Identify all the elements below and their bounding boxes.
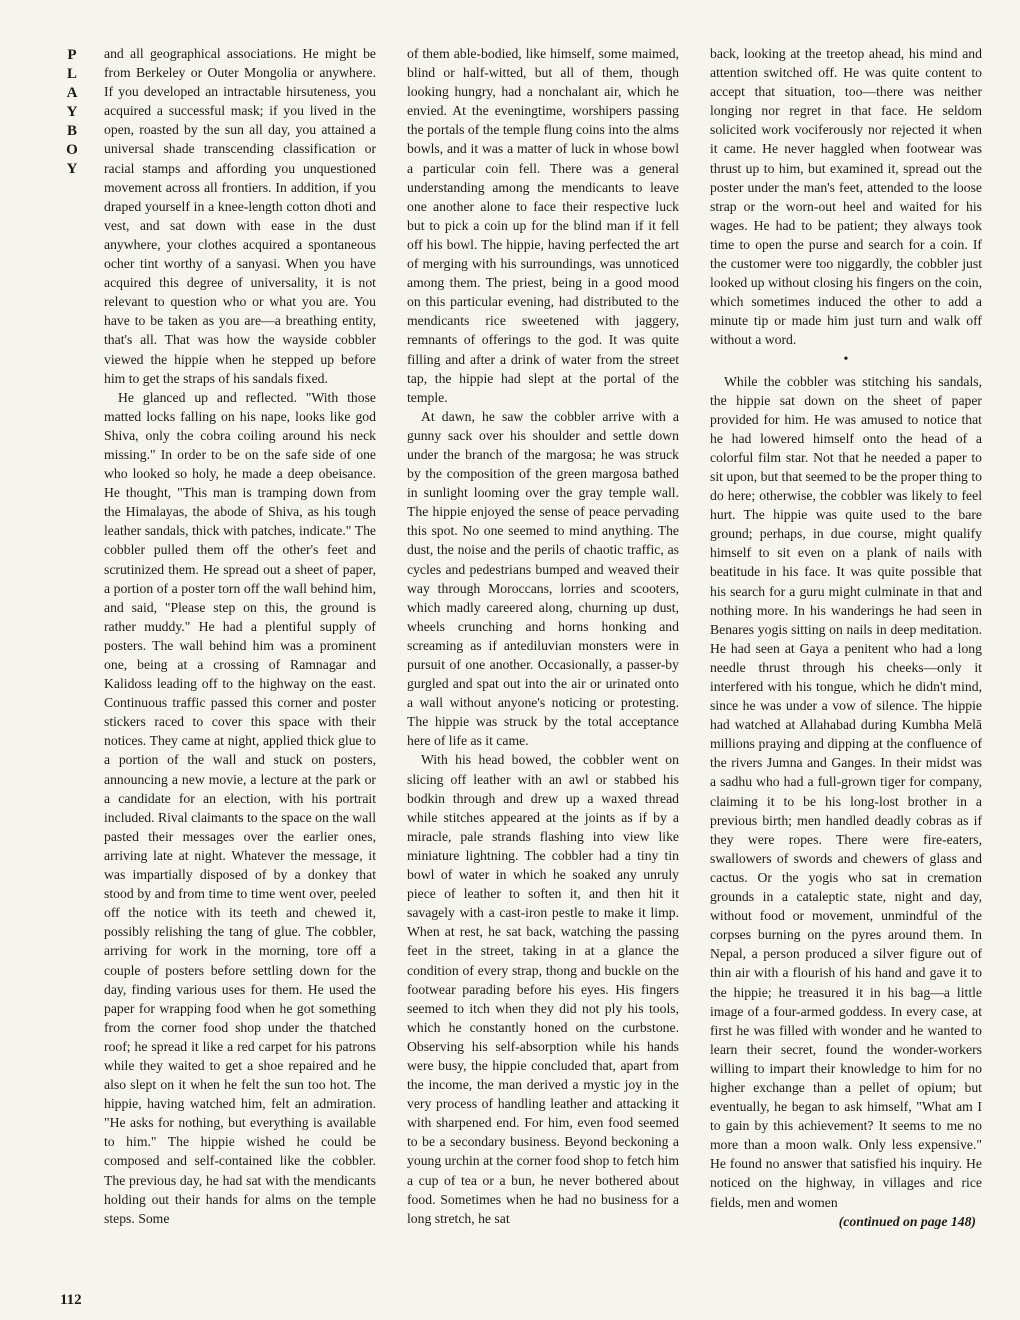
masthead-letter: P bbox=[67, 47, 77, 63]
continued-note: (continued on page 148) bbox=[838, 1213, 976, 1229]
column-3 bbox=[710, 44, 982, 1296]
section-break-dot: • bbox=[843, 351, 849, 367]
paragraph: of them able-bodied, like himself, some maimed, blind or half-witted, but all of them, though looking hungry, had a nonchalant air, which he envied. At the eveningtime, worshipers passing the portals of the temple flung coins into the alms bowls, and it was a matter of luck in whose bowl a particular coin fell. There was a general understanding among the mendicants to leave one another alone to face their respective luck but to pick a coin up for the blind man if it fell off his bowl. The hippie, having perfected the art of merging with his surroundings, was unnoticed among them. The priest, being in a good mood on this particular evening, had distributed to the mendicants rice sweetened with jaggery, remnants of offerings to the god. It was quite filling and after a drink of water from the street tap, the hippie had slept at the portal of the temple. bbox=[407, 46, 679, 405]
masthead-letter: Y bbox=[66, 104, 78, 120]
paragraph: While the cobbler was stitching his sandals, the hippie sat down on the sheet of paper provided for him. He was amused to notice that he had lowered himself onto the head of a colorful film star. Not that he needed a paper to sit upon, but that seemed to be the proper thing to do here; otherwise, the cobbler was likely to feel hurt. The hippie was quite used to the bare ground; perhaps, in due course, might qualify himself to sit even on a plank of nails with beatitude in his face. It was quite possible that his search for a guru might culminate in that and nothing more. In his wanderings he had seen in Benares yogis sitting on nails in deep meditation. He had seen at Gaya a penitent who had a long needle thrust through his cheeks—only it interfered with his tongue, which he didn't mind, since he was under a vow of silence. The hippie had watched at Allahabad during Kumbha Melā millions praying and dipping at the confluence of the rivers Jumna and Ganges. In their midst was a sadhu who had a full-grown tiger for company, claiming it to be his long-lost brother in a previous birth; men handled deadly cobras as if they were ropes. There were fire-eaters, swallowers of swords and chewers of glass and cactus. Or the yogis who sat in cremation grounds in a cataleptic state, night and day, without food or movement, unmindful of the corpses burning on the pyres around them. In Nepal, a person produced a silver figure out of thin air with a flourish of his hand and gave it to the hippie; he treasured it in his bag—a little image of a four-armed goddess. In every case, at first he was filled with wonder and he wanted to learn their secret, found the wonder-workers willing to impart their knowledge to him for no higher exchange than a pellet of opium; but eventually, he began to ask himself, "What am I to gain by this achievement? It seems to me no more than a moon walk. Only less expensive." He found no answer that satisfied his inquiry. He noticed on the highway, in villages and rice fields, men and women bbox=[710, 373, 982, 1210]
paragraph: He glanced up and reflected. "With those matted locks falling on his nape, looks like god Shiva, only the cobra coiling around his neck missing." In order to be on the safe side of one who looked so holy, he made a deep obeisance. He thought, "This man is tramping down from the Himalayas, the abode of Shiva, as his tough leather sandals, thick with patches, indicate." The cobbler pulled them off the other's feet and scrutinized them. He spread out a sheet of paper, a portion of a poster torn off the wall behind him, and said, "Please step on this, the ground is rather muddy." He had a plentiful supply of posters. The wall behind him was a prominent one, being at a crossing of Ramnagar and Kalidoss leading off to the highway on the east. Continuous traffic passed this corner and poster stickers raced to cover this space with their notices. They came at night, applied thick glue to a portion of the wall and stuck on posters, announcing a new movie, a lecture at the park or a candidate for an election, with his portrait included. Rival claimants to the space on the wall pasted their messages over the earlier ones, arriving late at night. Whatever the message, it was impartially disposed of by a donkey that stood by and from time to time went over, peeled off the notice with its teeth and chewed it, possibly relishing the tang of glue. The cobbler, arriving for work in the morning, tore off a couple of posters before settling down for the day, finding various uses for them. He used the paper for wrapping food when he got something from the corner food shop under the thatched roof; he spread it like a red carpet for his patrons while they waited to get a shoe repaired and he also slept on it when he felt the sun too hot. The hippie, having watched him, felt an admiration. "He asks for nothing, but everything is available to him." The hippie wished he could be composed and self-contained like the cobbler. The previous day, he had sat with the mendicants holding out their hands for alms on the temple steps. Some bbox=[104, 389, 376, 1226]
masthead-letter: A bbox=[66, 85, 78, 101]
masthead-letter: Y bbox=[66, 161, 78, 177]
page-number: 112 bbox=[60, 1292, 82, 1308]
paragraph: With his head bowed, the cobbler went on slicing off leather with an awl or stabbed his bodkin through and drew up a waxed thread while stitches appeared at the joints as if by a miracle, pale strands flashing into view like miniature lightning. The cobbler had a tiny tin bowl of water in which he soaked any unruly piece of leather to soften it, and then hit it savagely with a cast-iron pestle to make it limp. When at rest, he sat back, watching the passing feet in the street, taking in at a glance the condition of every strap, thong and buckle on the footwear parading before his eyes. His fingers seemed to itch when they did not ply his tools, which he constantly honed on the curbstone. Observing his self-absorption while his hands were busy, the hippie concluded that, apart from the income, the man derived a mystic joy in the very process of handling leather and attacking it with sharpened end. For him, even food seemed to be a secondary business. Beyond beckoning a young urchin at the corner food shop to fetch him a cup of tea or a bun, he never bothered about food. Sometimes when he had no business for a long stretch, he sat bbox=[407, 752, 679, 1226]
paragraph: At dawn, he saw the cobbler arrive with a gunny sack over his shoulder and settle down under the branch of the margosa; he was struck by the composition of the green margosa bathed in sunlight looming over the gray temple wall. The hippie enjoyed the sense of peace pervading this spot. No one seemed to mind anything. The dust, the noise and the perils of chaotic traffic, as cycles and pedestrians bumped and weaved their way through Moroccans, lorries and scooters, which madly careered along, churning up dust, wheels crunching and horns honking and screaming as if antediluvian monsters were in pursuit of one another. Occasionally, a passer-by gurgled and spat out into the air or urinated onto a wall without anyone's noticing or protesting. The hippie was struck by the total acceptance here of life as it came. bbox=[407, 408, 679, 749]
masthead-letter: B bbox=[66, 123, 77, 139]
masthead-letter: O bbox=[66, 142, 78, 158]
column-2 bbox=[407, 44, 679, 1296]
masthead-letter: L bbox=[66, 66, 77, 82]
paragraph: back, looking at the treetop ahead, his mind and attention switched off. He was quite content to accept that situation, too—there was neither longing nor regret in that face. He seldom solicited work vociferously nor rejected it when it came. He never haggled when footwear was thrust up to him, but examined it, spread out the poster under the man's feet, attended to the loose strap or the worn-out heel and waited for his wages. He had to be patient; they always took time to open the purse and search for a coin. If the customer were too niggardly, the cobbler just looked up without closing his fingers on the coin, which sometimes induced the other to add a minute tip or made him just turn and walk off without a word. bbox=[710, 46, 982, 348]
magazine-masthead bbox=[60, 46, 84, 179]
paragraph: and all geographical associations. He might be from Berkeley or Outer Mongolia or anywhere. If you developed an intractable hirsuteness, you acquired a successful mask; if you lived in the open, roasted by the sun all day, you attained a universal shade transcending classification or racial stamps and affording you unquestioned movement across all frontiers. In addition, if you draped yourself in a knee-length cotton dhoti and vest, and sat down with ease in the dust anywhere, your clothes acquired a spontaneous ocher tint worthy of a sanyasi. When you have acquired this degree of universality, it is not relevant to question who or what you are. You have to be taken as you are—a breathing entity, that's all. That was how the wayside cobbler viewed the hippie when he stepped up before him to get the straps of his sandals fixed. bbox=[104, 46, 376, 386]
article-body bbox=[104, 44, 982, 1296]
column-1 bbox=[104, 44, 376, 1296]
